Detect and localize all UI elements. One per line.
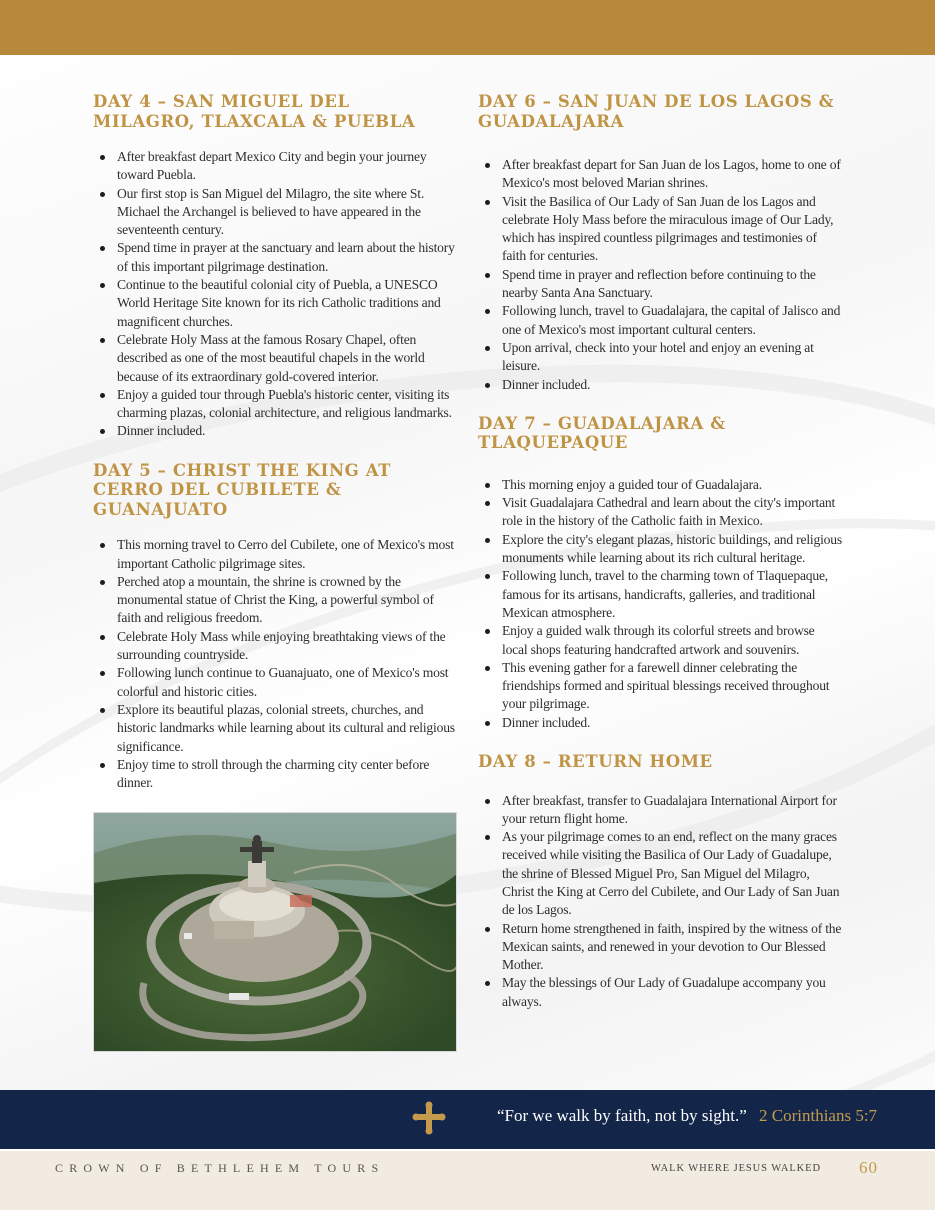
- day-6-heading: DAY 6 – SAN JUAN DE LOS LAGOS & GUADALAJARA: [478, 92, 835, 131]
- cristo-rey-aerial-photo: [93, 812, 457, 1052]
- page-number: 60: [859, 1158, 878, 1177]
- list-item: Continue to the beautiful colonial city of Puebla, a UNESCO World Heritage Site known for its rich Catholic traditions and magnificent churches.: [93, 276, 458, 331]
- list-item: This morning travel to Cerro del Cubilete, one of Mexico's most important Catholic pilgrimage sites.: [93, 536, 458, 573]
- list-item: After breakfast depart Mexico City and begin your journey toward Puebla.: [93, 148, 458, 185]
- day-6-list: [478, 156, 843, 394]
- list-item: May the blessings of Our Lady of Guadalupe accompany you always.: [478, 974, 843, 1011]
- list-item: Visit Guadalajara Cathedral and learn about the city's important role in the history of the Catholic faith in Mexico.: [478, 494, 843, 531]
- list-item: Dinner included.: [478, 376, 843, 394]
- list-item: After breakfast depart for San Juan de los Lagos, home to one of Mexico's most beloved Marian shrines.: [478, 156, 843, 193]
- list-item: Explore the city's elegant plazas, historic buildings, and religious monuments while learning about its rich cultural heritage.: [478, 531, 843, 568]
- list-item: Enjoy a guided tour through Puebla's historic center, visiting its charming plazas, colonial architecture, and religious landmarks.: [93, 386, 458, 423]
- list-item: As your pilgrimage comes to an end, reflect on the many graces received while visiting the Basilica of Our Lady of Guadalupe, the shrine of Blessed Miguel Pro, San Miguel del Milagro, Christ the King at Cerro del Cubilete, and Our Lady of San Juan de los Lagos.: [478, 828, 843, 919]
- day-5-section: [93, 461, 458, 793]
- list-item: Enjoy a guided walk through its colorful streets and browse local shops featuring handcrafted artwork and souvenirs.: [478, 622, 843, 659]
- left-column: [93, 92, 458, 1052]
- day-4-section: [93, 92, 458, 441]
- day-8-section: [478, 752, 843, 1011]
- top-header-band: [0, 0, 935, 55]
- day-6-section: [478, 92, 843, 394]
- list-item: Visit the Basilica of Our Lady of San Juan de los Lagos and celebrate Holy Mass before the miraculous image of Our Lady, which has inspired countless pilgrimages and testimonies of faith for centuries.: [478, 193, 843, 266]
- day-7-section: [478, 414, 843, 732]
- quote-text: “For we walk by faith, not by sight.”: [497, 1106, 747, 1125]
- day-4-heading: DAY 4 – SAN MIGUEL DEL MILAGRO, TLAXCALA & PUEBLA: [93, 92, 416, 131]
- footer-brand: CROWN OF BETHLEHEM TOURS: [55, 1161, 385, 1175]
- list-item: Spend time in prayer at the sanctuary and learn about the history of this important pilgrimage destination.: [93, 239, 458, 276]
- quote-reference: 2 Corinthians 5:7: [759, 1106, 878, 1125]
- list-item: Dinner included.: [93, 422, 458, 440]
- day-4-list: [93, 148, 458, 441]
- list-item: Perched atop a mountain, the shrine is crowned by the monumental statue of Christ the King, a powerful symbol of faith and religious freedom.: [93, 573, 458, 628]
- ornate-cross-icon: [412, 1101, 446, 1135]
- list-item: Return home strengthened in faith, inspired by the witness of the Mexican saints, and renewed in your devotion to Our Blessed Mother.: [478, 920, 843, 975]
- list-item: Following lunch, travel to Guadalajara, the capital of Jalisco and one of Mexico's most important cultural centers.: [478, 302, 843, 339]
- list-item: Dinner included.: [478, 714, 843, 732]
- list-item: Upon arrival, check into your hotel and enjoy an evening at leisure.: [478, 339, 843, 376]
- list-item: Explore its beautiful plazas, colonial streets, churches, and historic landmarks while learning about its cultural and religious significance.: [93, 701, 458, 756]
- day-8-list: [478, 792, 843, 1012]
- list-item: Our first stop is San Miguel del Milagro, the site where St. Michael the Archangel is believed to have appeared in the seventeenth century.: [93, 185, 458, 240]
- day-5-list: [93, 536, 458, 792]
- list-item: After breakfast, transfer to Guadalajara International Airport for your return flight home.: [478, 792, 843, 829]
- page-footer: [0, 1149, 935, 1210]
- footer-tagline: WALK WHERE JESUS WALKED: [651, 1163, 821, 1174]
- list-item: This morning enjoy a guided tour of Guadalajara.: [478, 476, 843, 494]
- list-item: Celebrate Holy Mass at the famous Rosary Chapel, often described as one of the most beautiful chapels in the world because of its extraordinary gold-covered interior.: [93, 331, 458, 386]
- list-item: Following lunch continue to Guanajuato, one of Mexico's most colorful and historic cities.: [93, 664, 458, 701]
- day-5-heading: DAY 5 – CHRIST THE KING AT CERRO DEL CUBILETE & GUANAJUATO: [93, 460, 392, 519]
- day-7-list: [478, 476, 843, 732]
- photo-illustration: [94, 813, 457, 1052]
- list-item: Following lunch, travel to the charming town of Tlaquepaque, famous for its artisans, handicrafts, galleries, and traditional Mexican atmosphere.: [478, 567, 843, 622]
- list-item: Spend time in prayer and reflection before continuing to the nearby Santa Ana Sanctuary.: [478, 266, 843, 303]
- day-8-heading: DAY 8 – RETURN HOME: [478, 752, 713, 772]
- list-item: This evening gather for a farewell dinner celebrating the friendships formed and spiritual blessings received throughout your pilgrimage.: [478, 659, 843, 714]
- right-column: [478, 92, 843, 1031]
- list-item: Enjoy time to stroll through the charming city center before dinner.: [93, 756, 458, 793]
- list-item: Celebrate Holy Mass while enjoying breathtaking views of the surrounding countryside.: [93, 628, 458, 665]
- day-7-heading: DAY 7 – GUADALAJARA & TLAQUEPAQUE: [478, 413, 726, 453]
